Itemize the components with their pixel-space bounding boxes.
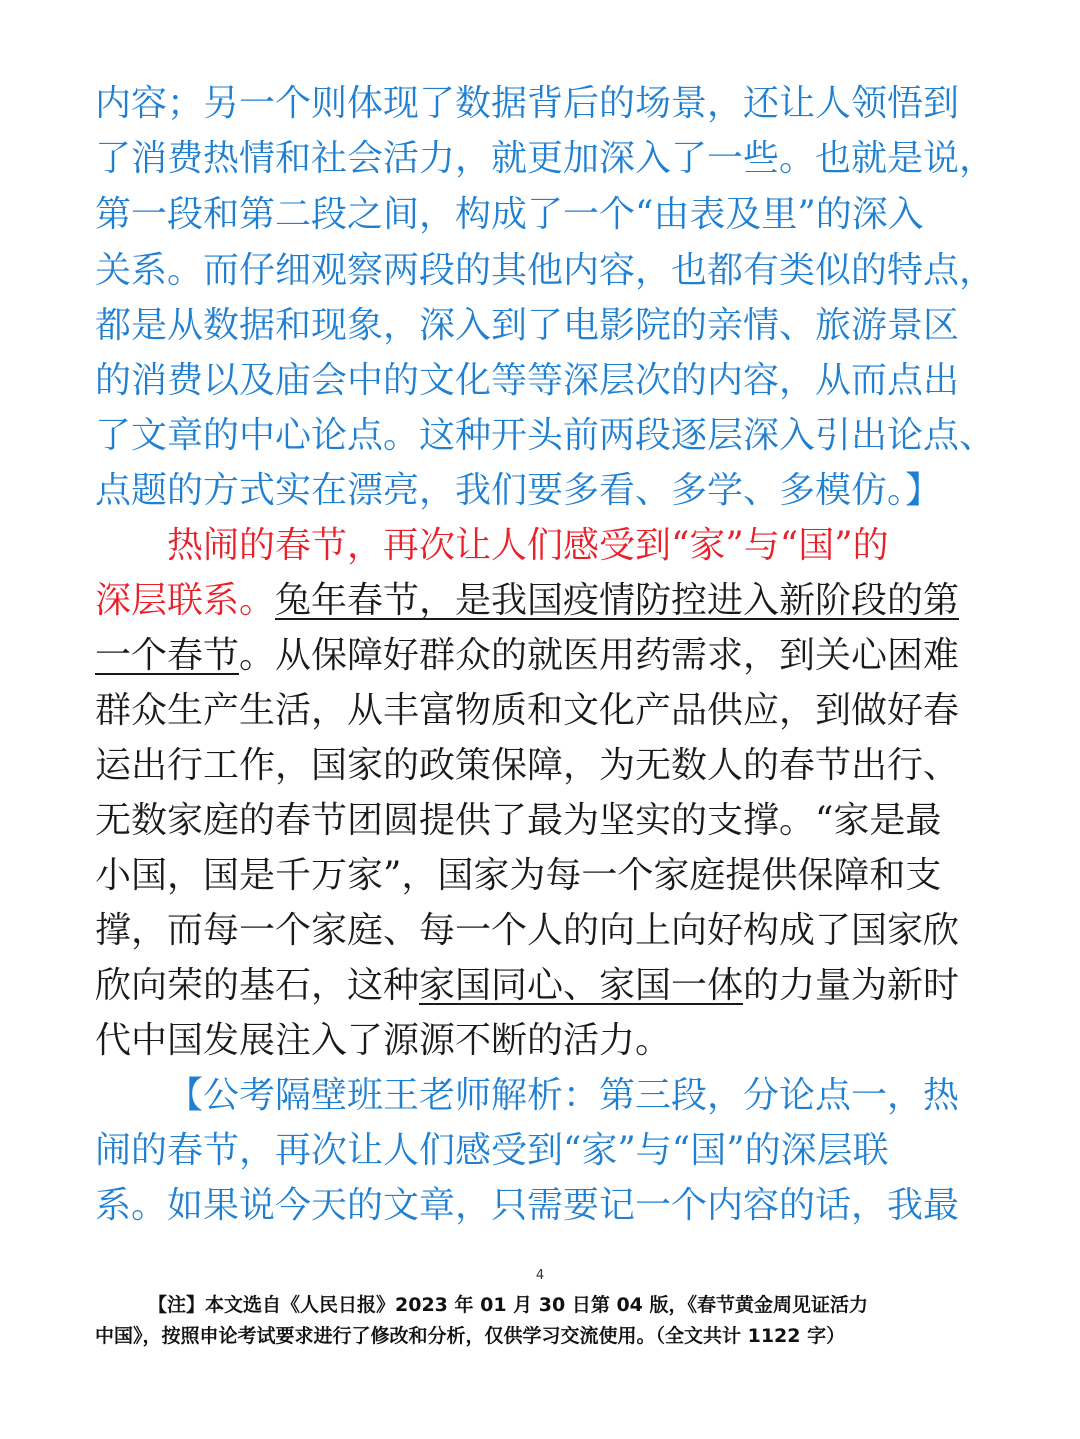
text-line: [95, 298, 995, 354]
text-segment: 无数家庭的春节团圆提供了最为坚实的支撑。“家是最: [95, 800, 942, 841]
text-line: [95, 573, 995, 629]
text-segment: 欣向荣的基石，这种: [95, 965, 420, 1006]
text-line: [95, 628, 995, 684]
text-segment: 了消费热情和社会活力，就更加深入了一些。也就是说，: [95, 138, 996, 179]
text-line: [95, 903, 995, 959]
text-line: [167, 518, 1067, 574]
text-segment: 关系。而仔细观察两段的其他内容，也都有类似的特点，: [95, 250, 996, 291]
underlined-text-segment: 家国同心、家国一体: [419, 965, 744, 1006]
text-line: [95, 131, 995, 187]
text-segment: 的力量为新时: [743, 965, 960, 1006]
text-line: [95, 243, 995, 299]
text-segment: 闹的春节，再次让人们感受到“家”与“国”的深层联: [95, 1130, 889, 1171]
text-segment: 小国，国是千万家”，国家为每一个家庭提供保障和支: [95, 855, 942, 896]
text-segment: 了文章的中心论点。这种开头前两段逐层深入引出论点、: [95, 415, 996, 456]
text-line: [95, 1013, 995, 1069]
text-line: [95, 408, 995, 464]
text-line: [95, 738, 995, 794]
text-line: [95, 1178, 995, 1234]
text-line: [95, 463, 995, 519]
text-line: [95, 76, 995, 132]
text-line: [95, 683, 995, 739]
source-note-line-2: 中国》，按照申论考试要求进行了修改和分析，仅供学习交流使用。（全文共计 1122 字）: [95, 1325, 846, 1347]
underlined-text-segment: 一个春节: [95, 635, 240, 676]
text-segment: 的消费以及庙会中的文化等等深层次的内容，从而点出: [95, 360, 960, 401]
text-line: [95, 793, 995, 849]
text-line: [95, 1123, 995, 1179]
text-segment: 点题的方式实在漂亮，我们要多看、多学、多模仿。】: [95, 470, 942, 511]
text-segment: 撑，而每一个家庭、每一个人的向上向好构成了国家欣: [95, 910, 960, 951]
text-segment: 运出行工作，国家的政策保障，为无数人的春节出行、: [95, 745, 960, 786]
text-line: [95, 353, 995, 409]
text-segment: 内容；另一个则体现了数据背后的场景，还让人领悟到: [95, 83, 960, 124]
text-line: [95, 958, 995, 1014]
text-segment: 都是从数据和现象，深入到了电影院的亲情、旅游景区: [95, 305, 960, 346]
text-segment: 系。如果说今天的文章，只需要记一个内容的话，我最: [95, 1185, 960, 1226]
text-line: [95, 187, 995, 243]
text-segment: 群众生产生活，从丰富物质和文化产品供应，到做好春: [95, 690, 960, 731]
source-note-line-1: 【注】本文选自《人民日报》2023 年 01 月 30 日第 04 版，《春节黄金周见证活力: [148, 1294, 869, 1316]
text-line: [167, 1068, 1067, 1124]
text-segment: 第一段和第二段之间，构成了一个“由表及里”的深入: [95, 194, 924, 235]
text-segment: 代中国发展注入了源源不断的活力。: [95, 1020, 672, 1061]
text-line: [95, 848, 995, 904]
text-segment: 【公考隔壁班王老师解析：第三段，分论点一，热: [167, 1075, 960, 1116]
page-number: 4: [535, 1268, 545, 1283]
text-segment: 热闹的春节，再次让人们感受到“家”与“国”的: [167, 525, 889, 566]
underlined-text-segment: 兔年春节，是我国疫情防控进入新阶段的第: [275, 580, 960, 621]
text-segment: 。从保障好群众的就医用药需求，到关心困难: [239, 635, 960, 676]
text-segment: 深层联系。: [95, 580, 276, 621]
